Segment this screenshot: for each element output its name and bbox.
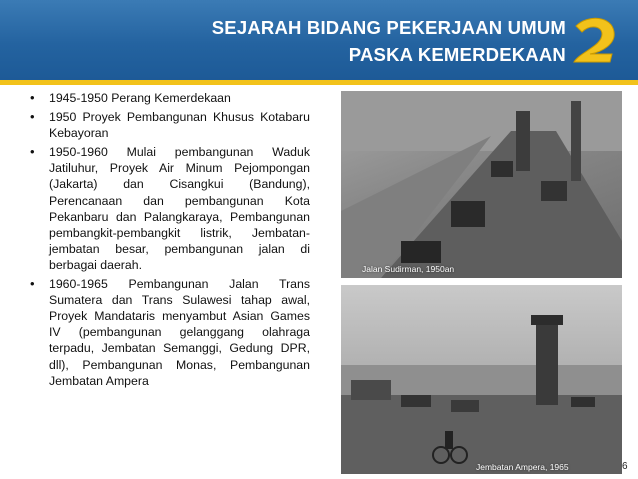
bullet-text: 1960-1965 Pembangunan Jalan Trans Sumatera dan Trans Sulawesi tahap awal, Proyek Mandataris menyambut Asian Games IV (pembangunan gelanggang olahraga terpadu, Jembatan Semanggi, Gedung DPR, dll), Pembangunan Monas, Pembangunan Jembatan Ampera bbox=[49, 277, 310, 388]
photo-caption: Jembatan Ampera, 1965 bbox=[476, 462, 569, 472]
pu-ministry-logo-icon bbox=[566, 12, 624, 70]
slide-title bbox=[46, 14, 566, 68]
street-scene-illustration bbox=[341, 91, 622, 278]
bullet-dot-icon: • bbox=[30, 276, 35, 292]
bullet-dot-icon: • bbox=[30, 144, 35, 160]
header-accent-stripe bbox=[0, 80, 638, 85]
bullet-item bbox=[30, 90, 310, 106]
bullet-text: 1950 Proyek Pembangunan Khusus Kotabaru Kebayoran bbox=[49, 110, 310, 141]
bullet-text: 1950-1960 Mulai pembangunan Waduk Jatiluhur, Proyek Air Minum Pejompongan (Jakarta) dan Cisangkui (Bandung), Perencanaan dan pembangunan Kota Pekanbaru dan Palangkaraya, Pembangunan pembangkit-pembangkit listrik, Jembatan-jembatan besar, pembangunan jalan di berbagai daerah. bbox=[49, 145, 310, 272]
bullet-item bbox=[30, 144, 310, 273]
bullet-list bbox=[30, 90, 310, 392]
photo-caption: Jalan Sudirman, 1950an bbox=[362, 264, 455, 274]
photo-jembatan-ampera bbox=[341, 285, 622, 474]
title-line-2: PASKA KEMERDEKAAN bbox=[348, 44, 566, 65]
bullet-dot-icon: • bbox=[30, 109, 35, 125]
page-number: 6 bbox=[622, 461, 628, 472]
title-line-1: SEJARAH BIDANG PEKERJAAN UMUM bbox=[211, 17, 566, 38]
bullet-text: 1945-1950 Perang Kemerdekaan bbox=[49, 91, 231, 105]
bullet-item bbox=[30, 109, 310, 141]
bridge-scene-illustration bbox=[341, 285, 622, 474]
photo-jalan-sudirman bbox=[341, 91, 622, 278]
bullet-item bbox=[30, 276, 310, 389]
bullet-dot-icon: • bbox=[30, 90, 35, 105]
